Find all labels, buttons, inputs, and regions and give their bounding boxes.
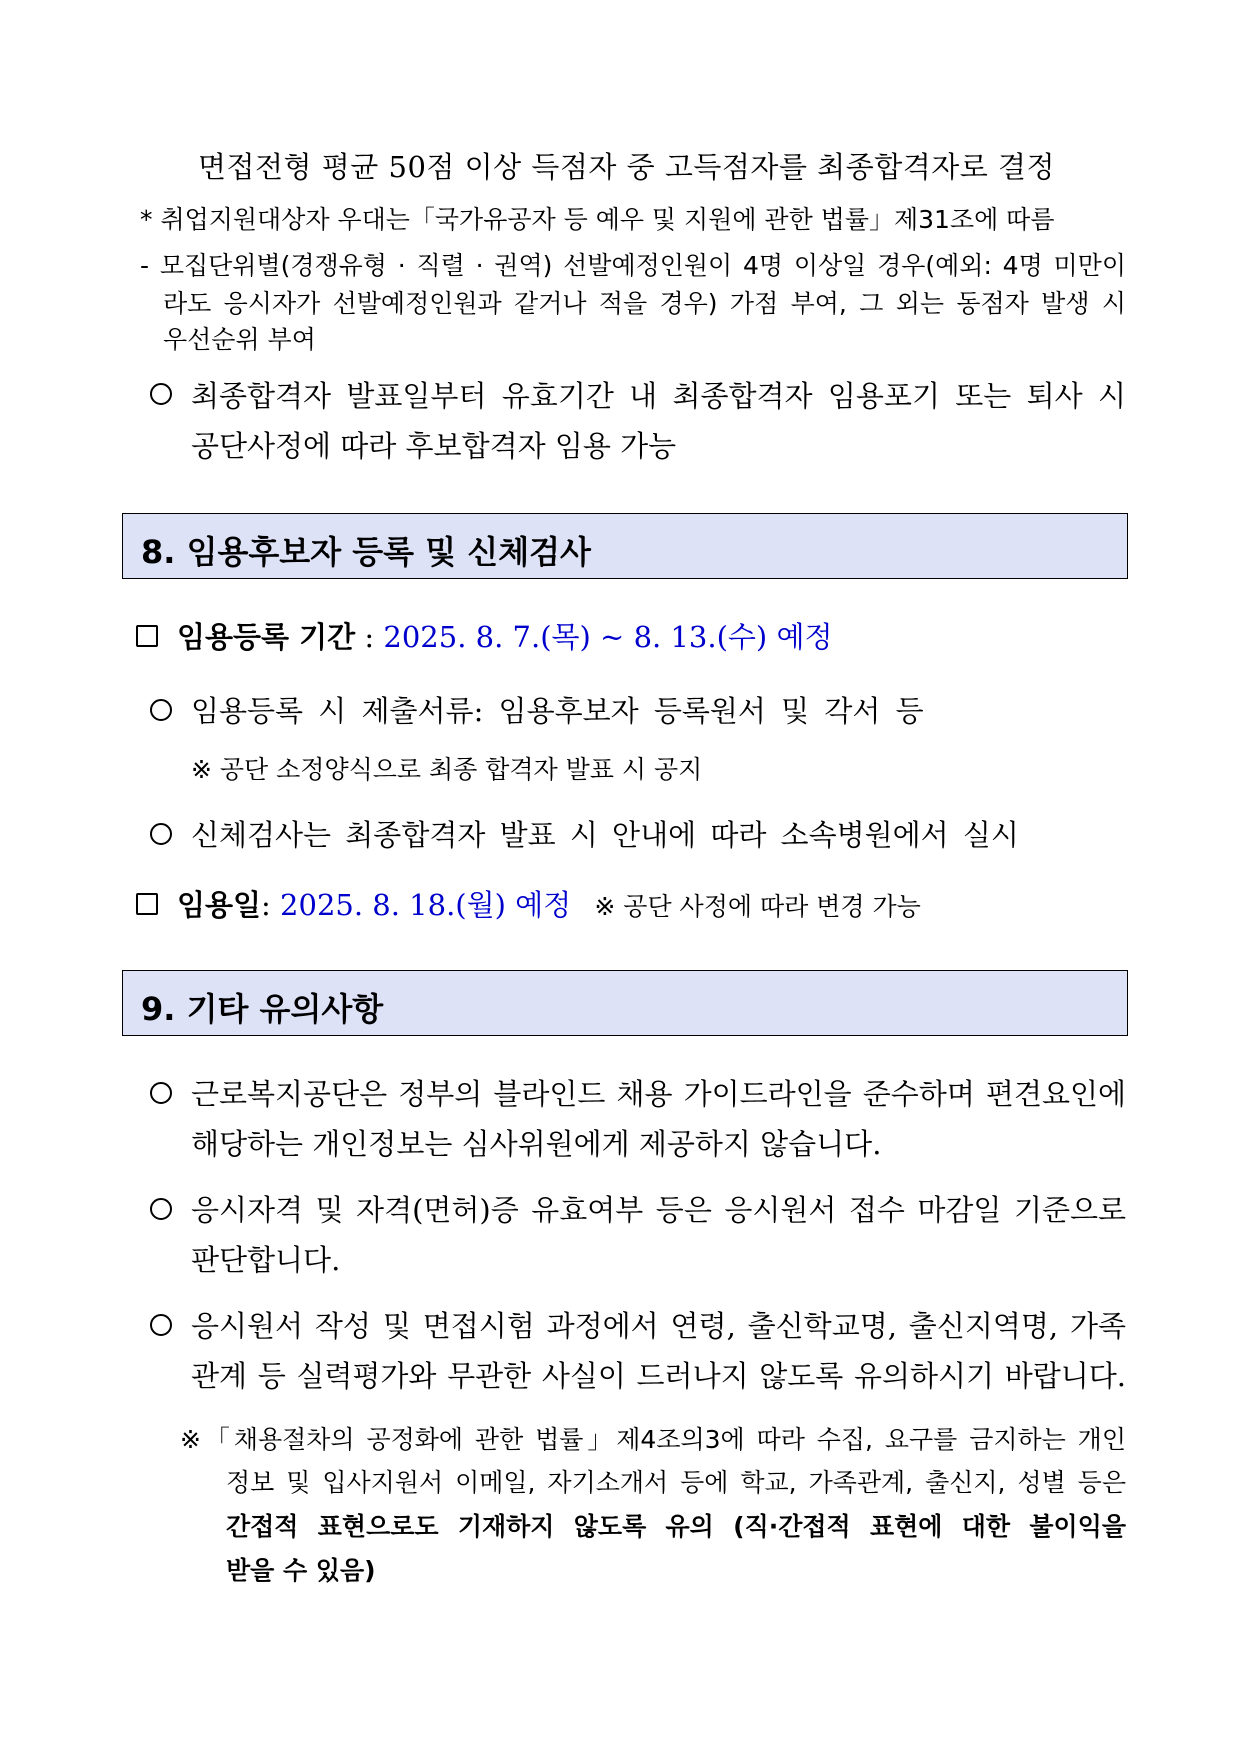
section-9-title: 9. 기타 유의사항 (141, 990, 384, 1028)
bullet-circle-icon (150, 823, 172, 845)
bullet-circle-icon (150, 1198, 172, 1220)
documents-note: ※ 공단 소정양식으로 최종 합격자 발표 시 공지 (191, 755, 703, 784)
bonus-rule-line-1: - 모집단위별(경쟁유형 · 직렬 · 권역) 선발예정인원이 4명 이상일 경우(예외: 4명 미만이 (140, 251, 1126, 280)
appointment-date-value: 2025. 8. 18.(월) 예정 (280, 888, 572, 922)
appointment-date-label: 임용일 (177, 888, 262, 922)
section-8-header (122, 513, 1128, 579)
checkbox-square-icon (136, 893, 158, 915)
registration-period-value: 2025. 8. 7.(목) ~ 8. 13.(수) 예정 (383, 620, 833, 654)
bullet-circle-icon (150, 383, 172, 405)
bullet-circle-icon (150, 1314, 172, 1336)
appointment-colon: : (261, 888, 281, 922)
registration-period-label: 임용등록 기간 (177, 620, 356, 654)
fair-hiring-law-note-line-4: 받을 수 있음) (226, 1556, 376, 1585)
appointment-date (177, 883, 921, 924)
bullet-circle-icon (150, 699, 172, 721)
final-pass-criteria: 면접전형 평균 50점 이상 득점자 중 고득점자를 최종합격자로 결정 (198, 150, 1056, 184)
fair-hiring-law-note-line-2: 정보 및 입사지원서 이메일, 자기소개서 등에 학교, 가족관계, 출신지, 성별 등은 (226, 1468, 1126, 1497)
physical-exam-info: 신체검사는 최종합격자 발표 시 안내에 따라 소속병원에서 실시 (191, 818, 1019, 852)
section-8-title: 8. 임용후보자 등록 및 신체검사 (141, 533, 591, 571)
blind-hiring-line-2: 해당하는 개인정보는 심사위원에게 제공하지 않습니다. (191, 1127, 882, 1161)
fair-hiring-law-note-line-1: ※「채용절차의 공정화에 관한 법률」제4조의3에 따라 수집, 요구를 금지하는 개인 (180, 1425, 1126, 1454)
fair-hiring-law-note-line-3: 간접적 표현으로도 기재하지 않도록 유의 (직·간접적 표현에 대한 불이익을 (226, 1512, 1126, 1541)
section-9-header (122, 970, 1128, 1036)
eligibility-basis-line-2: 판단합니다. (191, 1243, 341, 1277)
registration-period (177, 615, 832, 656)
eligibility-basis-line-1: 응시자격 및 자격(면허)증 유효여부 등은 응시원서 접수 마감일 기준으로 (191, 1193, 1126, 1227)
checkbox-square-icon (136, 625, 158, 647)
alternate-hire-line-2: 공단사정에 따라 후보합격자 임용 가능 (191, 429, 677, 463)
personal-info-caution-line-1: 응시원서 작성 및 면접시험 과정에서 연령, 출신학교명, 출신지역명, 가족 (191, 1309, 1126, 1343)
alternate-hire-line-1: 최종합격자 발표일부터 유효기간 내 최종합격자 임용포기 또는 퇴사 시 (191, 379, 1126, 413)
registration-colon: : (355, 620, 384, 654)
blind-hiring-line-1: 근로복지공단은 정부의 블라인드 채용 가이드라인을 준수하며 편견요인에 (191, 1077, 1126, 1111)
bullet-circle-icon (150, 1082, 172, 1104)
bonus-rule-line-2: 라도 응시자가 선발예정인원과 같거나 적을 경우) 가점 부여, 그 외는 동점자 발생 시 (163, 289, 1126, 318)
appointment-date-note: ※ 공단 사정에 따라 변경 가능 (594, 892, 921, 921)
veteran-preference-note: * 취업지원대상자 우대는「국가유공자 등 예우 및 지원에 관한 법률」제31조에 따름 (140, 205, 1055, 234)
required-documents: 임용등록 시 제출서류: 임용후보자 등록원서 및 각서 등 (191, 694, 924, 728)
bonus-rule-line-3: 우선순위 부여 (163, 325, 316, 354)
personal-info-caution-line-2: 관계 등 실력평가와 무관한 사실이 드러나지 않도록 유의하시기 바랍니다. (191, 1359, 1126, 1393)
